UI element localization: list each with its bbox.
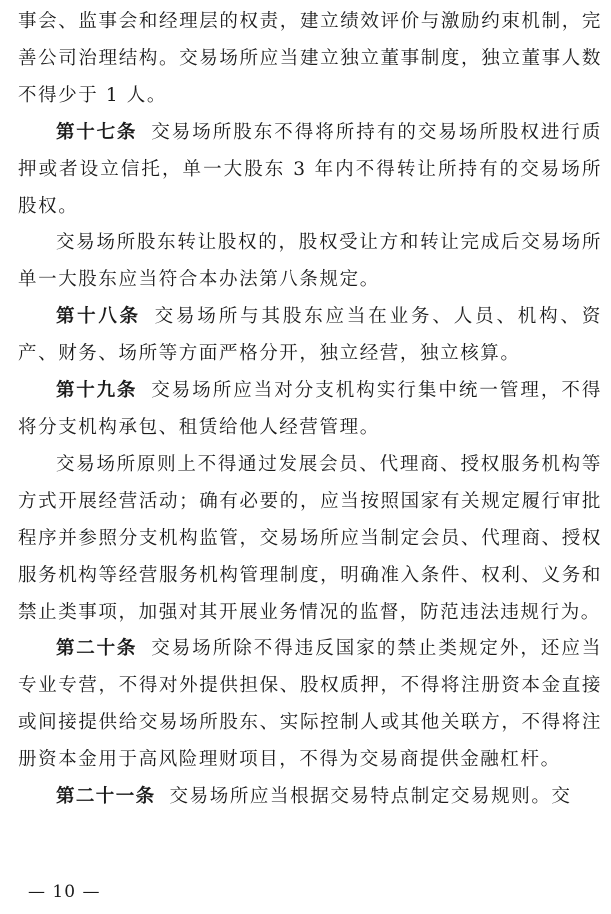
article-19-paragraph [18,373,602,447]
paragraph-continuation [18,4,602,115]
paragraph-text: 交易场所原则上不得通过发展会员、代理商、授权服务机构等方式开展经营活动；确有必要的，应当按照国家有关规定履行审批程序并参照分支机构监管，交易场所应当制定会员、代理商、授权服务机构等经营服务机构管理制度，明确准入条件、权利、义务和禁止类事项，加强对其开展业务情况的监督，防范违法违规行为。 [18,453,602,623]
paragraph-text: 交易场所股东转让股权的，股权受让方和转让完成后交易场所单一大股东应当符合本办法第八条规定。 [18,232,602,291]
article-21-paragraph [18,779,602,816]
article-17-paragraph-2 [18,225,602,299]
article-19-heading: 第十九条 [56,380,138,402]
article-17-paragraph [18,115,602,226]
paragraph-text: 交易场所股东不得将所持有的交易场所股权进行质押或者设立信托，单一大股东 3 年内不得转让所持有的交易场所股权。 [18,121,602,217]
paragraph-text: 交易场所应当根据交易特点制定交易规则。交 [169,786,572,808]
article-20-heading: 第二十条 [56,638,138,660]
paragraph-text: 交易场所应当对分支机构实行集中统一管理，不得将分支机构承包、租赁给他人经营管理。 [18,380,602,438]
paragraph-text: 事会、监事会和经理层的权责，建立绩效评价与激励约束机制，完善公司治理结构。交易场所应当建立独立董事制度，独立董事人数不得少于 1 人。 [18,11,602,106]
article-17-heading: 第十七条 [56,121,138,143]
article-21-heading: 第二十一条 [56,786,156,808]
article-18-paragraph [18,299,602,373]
article-20-paragraph [18,631,602,779]
article-18-heading: 第十八条 [56,306,141,328]
paragraph-text: 交易场所与其股东应当在业务、人员、机构、资产、财务、场所等方面严格分开，独立经营，独立核算。 [18,306,602,365]
paragraph-text: 交易场所除不得违反国家的禁止类规定外，还应当专业专营，不得对外提供担保、股权质押，不得将注册资本金直接或间接提供给交易场所股东、实际控制人或其他关联方，不得将注册资本金用于高风险理财项目，不得为交易商提供金融杠杆。 [18,638,602,771]
page-number: — 10 — [28,882,101,902]
article-19-paragraph-2 [18,447,602,632]
document-body [18,4,602,816]
